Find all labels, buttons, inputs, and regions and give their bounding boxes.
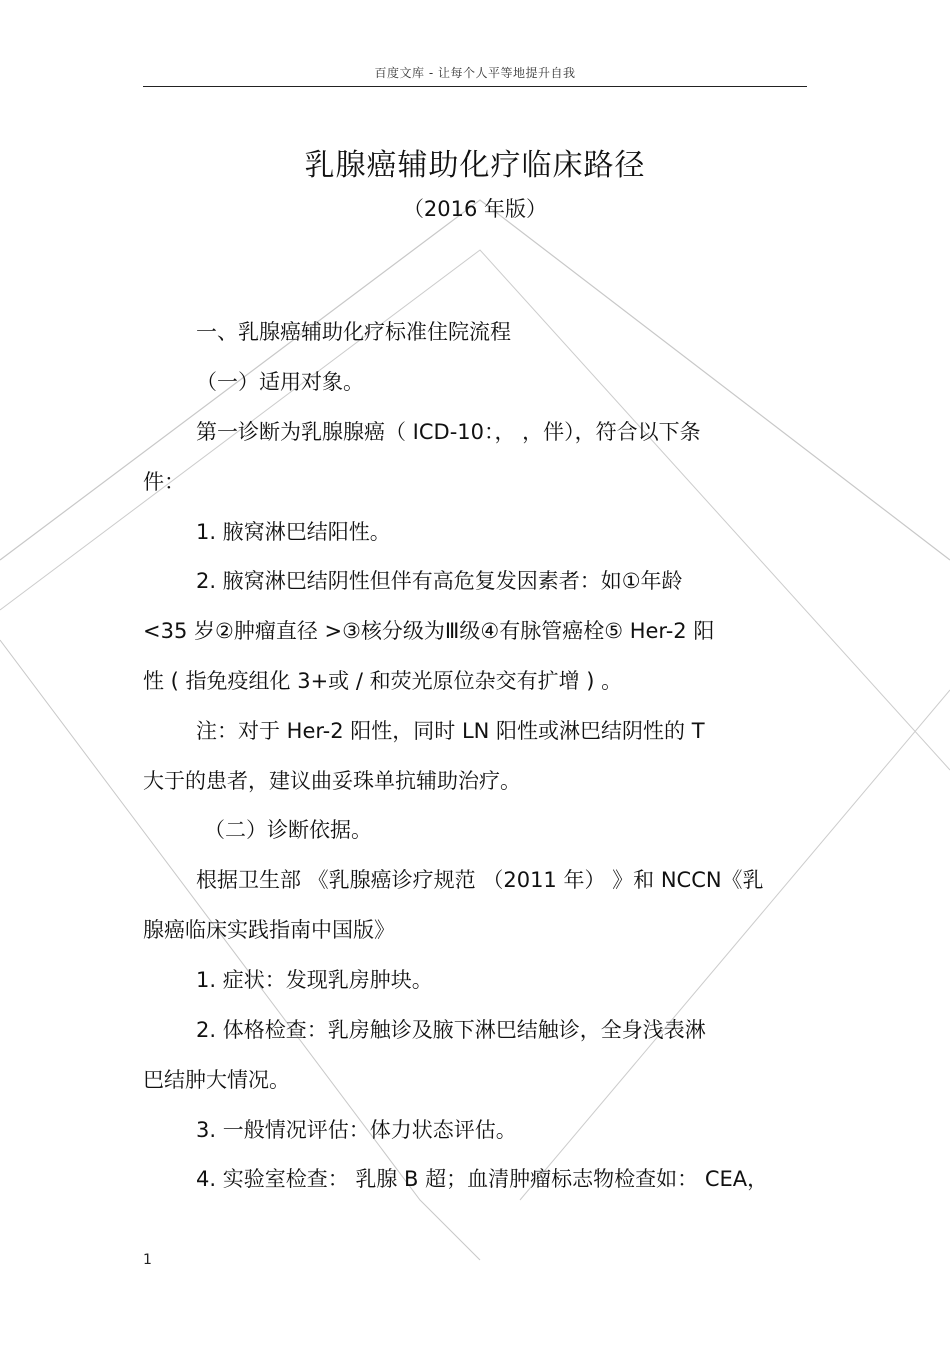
- paragraph-line: <35 岁②肿瘤直径 >③核分级为Ⅲ级④有脉管癌栓⑤ Her-2 阳: [143, 619, 715, 643]
- subsection-heading: （二）诊断依据。: [204, 818, 372, 842]
- document-subtitle: （2016 年版）: [402, 197, 548, 221]
- paragraph-line: 件：: [143, 470, 185, 494]
- page-number: 1: [143, 1252, 152, 1268]
- list-item: 1. 腋窝淋巴结阳性。: [196, 520, 391, 544]
- paragraph-line: 性 ( 指免疫组化 3+或 / 和荧光原位杂交有扩增 ) 。: [143, 669, 623, 693]
- section-heading: 一、乳腺癌辅助化疗标准住院流程: [196, 320, 511, 344]
- list-item: 3. 一般情况评估：体力状态评估。: [196, 1118, 517, 1142]
- note-line: 大于的患者，建议曲妥珠单抗辅助治疗。: [143, 769, 521, 793]
- page-header: 百度文库 - 让每个人平等地提升自我: [374, 66, 576, 80]
- list-item: 2. 体格检查：乳房触诊及腋下淋巴结触诊，全身浅表淋: [196, 1018, 706, 1042]
- paragraph-line: 巴结肿大情况。: [143, 1068, 290, 1092]
- header-divider: [143, 86, 807, 87]
- paragraph-line: 第一诊断为乳腺腺癌（ ICD-10：， ，伴），符合以下条: [196, 420, 701, 444]
- subsection-heading: （一）适用对象。: [196, 370, 364, 394]
- paragraph-line: 腺癌临床实践指南中国版》: [143, 918, 395, 942]
- paragraph-line: 根据卫生部 《乳腺癌诊疗规范 （2011 年） 》和 NCCN《乳: [196, 868, 764, 892]
- list-item: 2. 腋窝淋巴结阴性但伴有高危复发因素者：如①年龄: [196, 569, 683, 593]
- document-title: 乳腺癌辅助化疗临床路径: [304, 148, 646, 183]
- note-line: 注：对于 Her-2 阳性，同时 LN 阳性或淋巴结阴性的 T: [196, 719, 705, 743]
- list-item: 4. 实验室检查： 乳腺 B 超；血清肿瘤标志物检查如： CEA，: [196, 1167, 769, 1191]
- list-item: 1. 症状：发现乳房肿块。: [196, 968, 433, 992]
